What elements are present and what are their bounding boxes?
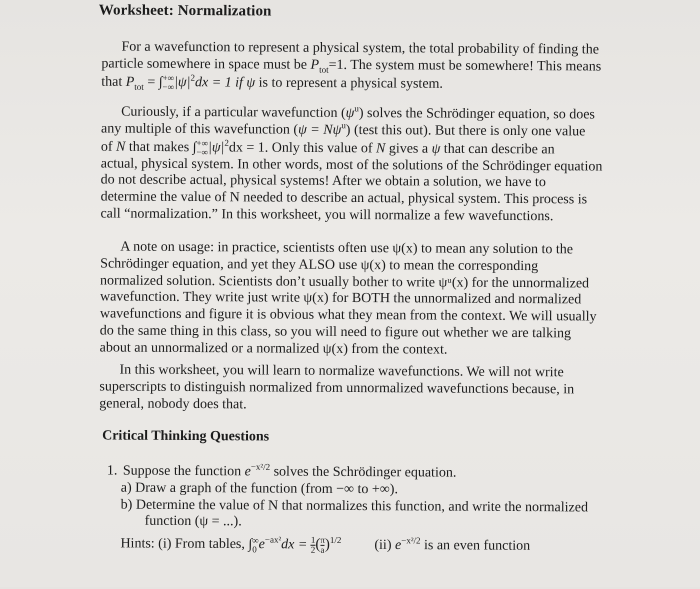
curiously-paragraph: [100, 104, 646, 226]
intro-paragraph: [101, 39, 646, 94]
hint-half-num: 1: [310, 534, 316, 545]
hint-pi-den: a: [320, 545, 325, 556]
p2-line1-b: ) solves the Schrödinger equation, so does: [358, 106, 595, 123]
q1-function-exponent: −x²/2: [250, 461, 271, 472]
hint-ii-exponent: −x²/2: [401, 535, 421, 546]
p2-lower-limit: −∞: [196, 146, 209, 157]
p2-line6: determine the value of N needed to describe an actual, physical system. This process is: [100, 189, 588, 208]
upper-limit: +∞: [162, 72, 175, 83]
q1-part-b-line2: function (ψ = ...).: [144, 514, 242, 530]
p2-line2-a: any multiple of this wavefunction (: [100, 121, 299, 138]
q1-part-b-line1: b) Determine the value of N that normalizes this function, and write the normalized: [120, 497, 589, 516]
p2-integrand: |ψ|: [207, 139, 225, 156]
p3-line6: do the same thing in this class, so you will need to figure out whether we are talking: [99, 323, 572, 342]
this-worksheet-paragraph: [99, 362, 644, 416]
integrand: |ψ|: [174, 74, 191, 90]
p1-line2-a: particle somewhere in space must be: [101, 56, 311, 73]
p1-dx-text: dx = 1 if: [194, 74, 247, 91]
p2-line5: do not describe actual, physical systems! After we obtain a solution, we have to: [100, 172, 546, 191]
hint-e: e: [258, 537, 265, 553]
p2-line2-b: ) (test this out). But there is only one value: [345, 122, 586, 140]
hint-ii-text: is an even function: [420, 538, 531, 555]
p2-line3-d: gives a: [385, 141, 432, 157]
p1-line1: For a wavefunction to represent a physical system, the total probability of finding the: [121, 39, 599, 58]
ptot-subscript-2: tot: [134, 81, 144, 92]
critical-thinking-heading: Critical Thinking Questions: [102, 428, 270, 445]
hint-upper-limit: ∞: [252, 535, 259, 546]
p3-line3: normalized solution. Scientists don’t usually bother to write ψᵘ(x) for the unnormalized: [100, 273, 590, 292]
q1-part-a: a) Draw a graph of the function (from −∞ to +∞).: [120, 480, 399, 498]
integrand-exponent: 2: [190, 72, 196, 83]
q1-text-b: solves the Schrödinger equation.: [270, 464, 457, 481]
psi-symbol: ψ: [246, 75, 256, 91]
p2-line3-b: that makes ∫: [125, 139, 197, 155]
p4-line2: superscripts to distinguish normalized from unnormalized wavefunctions because, in: [99, 379, 575, 398]
p1-line3-b: is to represent a physical system.: [255, 75, 443, 92]
q1-text-a: Suppose the function: [122, 463, 245, 480]
page-title: Worksheet: Normalization: [98, 2, 272, 20]
hints-label: Hints: (i) From tables, ∫: [120, 536, 253, 553]
p3-line1: A note on usage: in practice, scientists often use ψ(x) to mean any solution to the: [120, 239, 574, 258]
hint-lower-limit: 0: [252, 544, 257, 555]
hint-dx: dx =: [281, 537, 311, 553]
n-symbol-2: N: [375, 140, 386, 157]
psi-u-symbol: ψ: [345, 105, 355, 122]
p4-line3: general, nobody does that.: [99, 396, 247, 412]
p3-line7: about an unnormalized or a normalized ψ(x) from the context.: [99, 340, 448, 358]
p3-line4: wavefunction. They write just write ψ(x) for BOTH the unnormalized and normalized: [99, 289, 582, 308]
question-1: [106, 461, 652, 558]
q1-hints: Hints: (i) From tables, ∫ ∞ 0 $e^{-ax^2}dx$ = $\frac{1}{2}$ ( $\frac{\pi}{a}$ )$^{1/2}$ (ii) $e^{-x^2/2}$ is an even function: [120, 534, 531, 556]
hint-pi-num: π: [320, 535, 325, 546]
question-number: 1.: [106, 463, 118, 479]
hint-exponent: −ax²: [264, 534, 282, 545]
q1-function-e: e: [244, 464, 251, 480]
p2-line7: call “normalization.” In this worksheet, you will normalize a few wavefunctions.: [100, 206, 554, 225]
multiple-superscript: u: [341, 120, 346, 131]
multiple-expression: ψ = Nψ: [298, 122, 342, 138]
p2-integrand-exponent: 2: [224, 137, 229, 148]
ptot-subscript: tot: [319, 64, 329, 75]
n-symbol: N: [116, 139, 126, 155]
hint-power: 1/2: [329, 535, 342, 546]
p1-line3-a: that: [101, 74, 126, 90]
p2-line3-a: of: [100, 139, 117, 155]
p2-line1-a: Curiously, if a particular wavefunction (: [121, 104, 346, 121]
usage-note-paragraph: [100, 239, 646, 360]
integral-sign: = ∫: [143, 74, 163, 90]
ptot-symbol: P: [310, 57, 320, 73]
hint-ii-e: e: [394, 538, 402, 554]
ptot-symbol-2: P: [125, 74, 135, 90]
p2-line4: actual, physical system. In other words, most of the solutions of the Schrödinger equation: [100, 156, 603, 175]
hint-ii-label: (ii): [374, 538, 396, 554]
p4-line1: In this worksheet, you will learn to normalize wavefunctions. We will not write: [119, 362, 564, 381]
psi-u-superscript: u: [354, 103, 359, 114]
hint-half-den: 2: [310, 544, 316, 555]
lower-limit: −∞: [162, 81, 175, 92]
p3-line5: wavefunctions and figure it is obvious what they mean from the context. We will usually: [99, 306, 597, 325]
p2-line3-e: that can describe an: [440, 141, 555, 158]
p2-line3-c: dx = 1. Only this value of: [228, 140, 377, 156]
p3-line2: Schrödinger equation, and yet they ALSO use ψ(x) to mean the corresponding: [100, 256, 539, 274]
p1-line2-b: =1. The system must be somewhere! This means: [328, 57, 602, 75]
p2-upper-limit: +∞: [196, 137, 209, 148]
p2-psi-symbol: ψ: [431, 141, 441, 157]
